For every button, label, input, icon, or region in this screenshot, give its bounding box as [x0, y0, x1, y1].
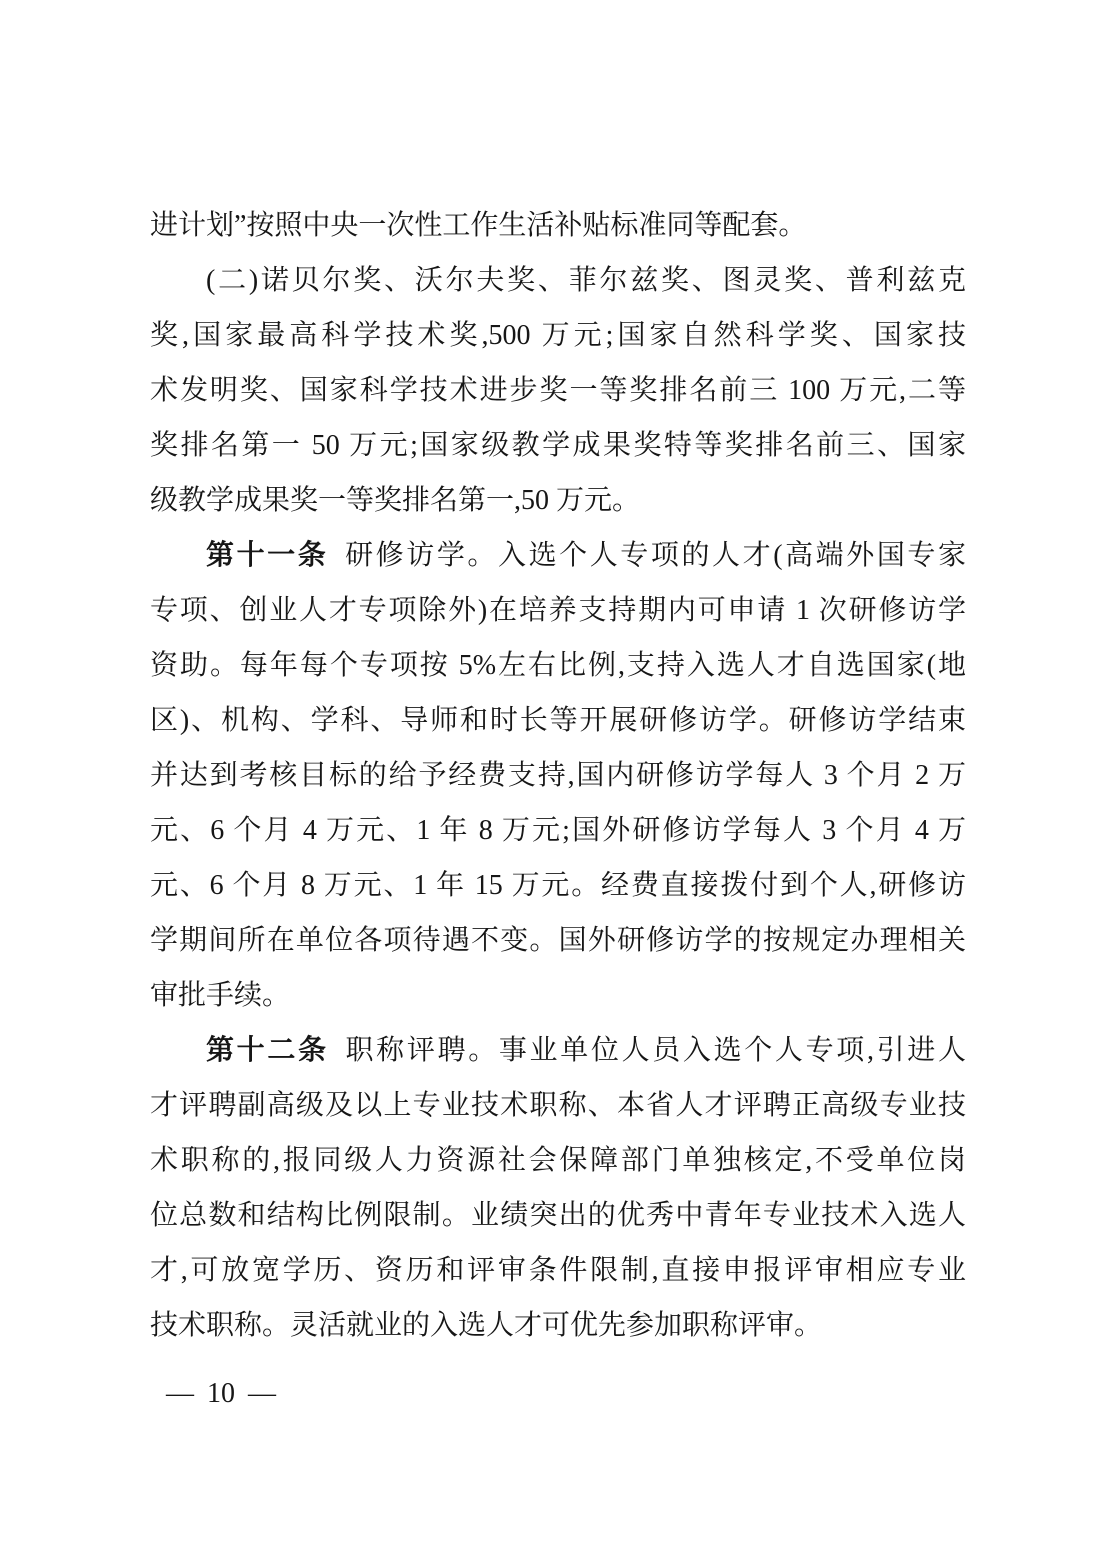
body-text-line: 元、6 个月 4 万元、1 年 8 万元;国外研修访学每人 3 个月 4 万 [150, 815, 966, 846]
body-text-line: 元、6 个月 8 万元、1 年 15 万元。经费直接拨付到个人,研修访 [150, 870, 966, 901]
body-text-line: 审批手续。 [150, 980, 291, 1011]
body-text-line: 并达到考核目标的给予经费支持,国内研修访学每人 3 个月 2 万 [150, 760, 966, 791]
page-number: 10 [207, 1378, 235, 1409]
body-text-line: 术发明奖、国家科学技术进步奖一等奖排名前三 100 万元,二等 [150, 375, 966, 406]
body-text-line: 学期间所在单位各项待遇不变。国外研修访学的按规定办理相关 [150, 925, 966, 956]
body-text-line: 区)、机构、学科、导师和时长等开展研修访学。研修访学结束 [150, 705, 966, 736]
article-11-line [150, 528, 966, 583]
body-text-line: 进计划”按照中央一次性工作生活补贴标准同等配套。 [150, 210, 807, 241]
body-text-line: 级教学成果奖一等奖排名第一,50 万元。 [150, 485, 641, 516]
footer-dash-right: — [248, 1378, 276, 1409]
body-text-line: 才评聘副高级及以上专业技术职称、本省人才评聘正高级专业技 [150, 1090, 966, 1121]
body-text-line: 才,可放宽学历、资历和评审条件限制,直接申报评审相应专业 [150, 1255, 966, 1286]
body-text-line: 奖,国家最高科学技术奖,500 万元;国家自然科学奖、国家技 [150, 320, 966, 351]
body-text-line: 位总数和结构比例限制。业绩突出的优秀中青年专业技术入选人 [150, 1200, 966, 1231]
article-number-label: 第十一条 [206, 540, 329, 571]
body-text-line: (二)诺贝尔奖、沃尔夫奖、菲尔兹奖、图灵奖、普利兹克 [206, 265, 966, 296]
article-number-label: 第十二条 [206, 1035, 329, 1066]
body-text-line: 资助。每年每个专项按 5%左右比例,支持入选人才自选国家(地 [150, 650, 966, 681]
document-body [150, 198, 966, 1353]
article-12-line [150, 1023, 966, 1078]
footer-dash-left: — [166, 1378, 194, 1409]
page-footer [166, 1378, 276, 1410]
body-text-line: 术职称的,报同级人力资源社会保障部门单独核定,不受单位岗 [150, 1145, 966, 1176]
body-text-line: 专项、创业人才专项除外)在培养支持期内可申请 1 次研修访学 [150, 595, 966, 626]
article-text: 研修访学。入选个人专项的人才(高端外国专家 [345, 540, 966, 571]
article-text: 职称评聘。事业单位人员入选个人专项,引进人 [345, 1035, 966, 1066]
body-text-line: 奖排名第一 50 万元;国家级教学成果奖特等奖排名前三、国家 [150, 430, 966, 461]
body-text-line: 技术职称。灵活就业的入选人才可优先参加职称评审。 [150, 1310, 823, 1341]
